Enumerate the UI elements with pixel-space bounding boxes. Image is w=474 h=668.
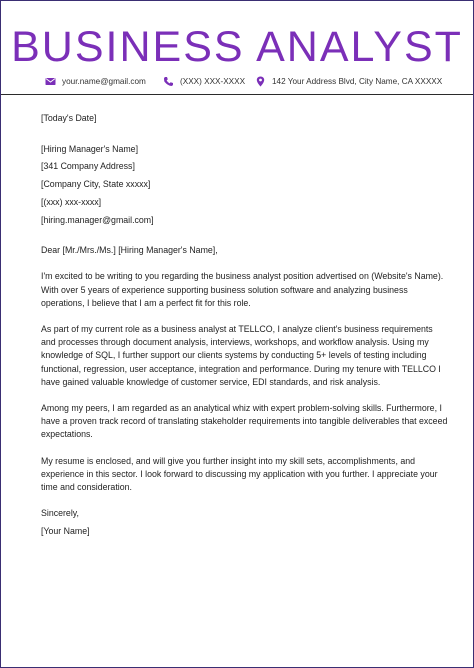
contact-address — [255, 76, 442, 87]
paragraph-experience: As part of my current role as a business analyst at TELLCO, I analyze client's business requirements and processes through document analysis, interviews, workshops, and workflow analysis. Using my knowledge of SQL, I further support our clients systems by conducting 5+ levels of testing including functional, regression, user acceptance, integration and performance. During my tenure with TELLCO I have gained valuable knowledge of customer service, EDI standards, and risk analysis. — [41, 324, 441, 387]
paragraph-closing: My resume is enclosed, and will give you further insight into my skill sets, accomplishments, and experience in this sector. I look forward to discussing my application with you further. I appreciate your time and consideration. — [41, 455, 438, 493]
signature: [Your Name] — [41, 525, 90, 536]
job-title-heading: BUSINESS ANALYST — [11, 23, 463, 71]
letter-header — [1, 1, 473, 95]
phone-icon — [163, 76, 174, 87]
paragraph-skills: Among my peers, I am regarded as an analytical whiz with expert problem-solving skills. Furthermore, I have a proven track record of translating stakeholder requirements into tangible deliverables that exceed expectations. — [41, 403, 448, 440]
email-text: your.name@gmail.com — [62, 77, 146, 86]
contact-phone — [163, 76, 245, 87]
recipient-phone: [(xxx) xxx-xxxx] — [41, 196, 102, 207]
phone-text: (XXX) XXX-XXXX — [180, 77, 246, 86]
location-pin-icon — [255, 76, 266, 87]
contact-bar — [1, 76, 473, 90]
paragraph-intro: I'm excited to be writing to you regarding the business analyst position advertised on (Website's Name). With over 5 years of experience supporting business solution software and analyzing business operations, I believe that I am a perfect fit for this role. — [41, 271, 444, 308]
recipient-email: [hiring.manager@gmail.com] — [41, 214, 154, 225]
recipient-address: [341 Company Address] — [41, 161, 135, 172]
recipient-name: [Hiring Manager's Name] — [41, 143, 139, 154]
closing: Sincerely, — [41, 508, 79, 519]
letter-date: [Today's Date] — [41, 113, 97, 123]
envelope-icon — [45, 76, 56, 87]
contact-email — [45, 76, 146, 87]
recipient-city: [Company City, State xxxxx] — [41, 179, 151, 190]
salutation: Dear [Mr./Mrs./Ms.] [Hiring Manager's Name], — [41, 245, 218, 256]
letter-body — [41, 112, 449, 538]
address-text: 142 Your Address Blvd, City Name, CA XXXXX — [272, 77, 443, 86]
